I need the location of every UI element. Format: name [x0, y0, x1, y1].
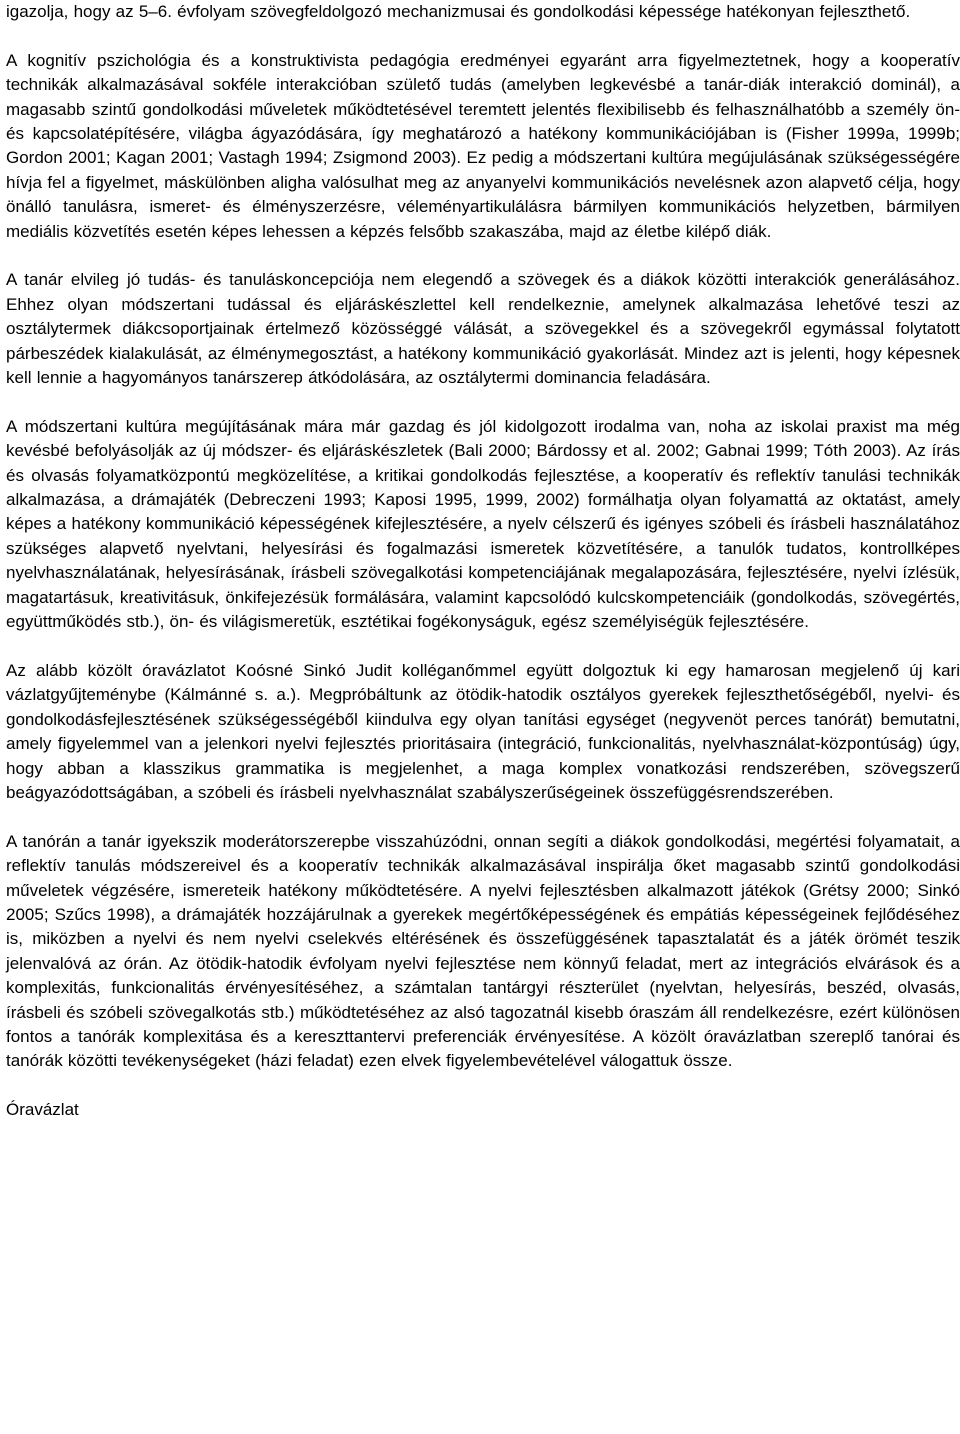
paragraph-2: A kognitív pszichológia és a konstruktivista pedagógia eredményei egyaránt arra figyelmeztetnek, hogy a kooperatív technikák alkalmazásával sokféle interakcióban születő tudás (amelyben legkevésbé a tanár-diák interakció dominál), a magasabb szintű gondolkodási műveletek működtetésével teremtett jelentés flexibilisebb és felhasználhatóbb a személy ön- és kapcsolatépítésére, világba ágyazódására, így meghatározó a hatékony kommunikációjában is (Fisher 1999a, 1999b; Gordon 2001; Kagan 2001; Vastagh 1994; Zsigmond 2003). Ez pedig a módszertani kultúra megújulásának szükségességére hívja fel a figyelmet, máskülönben aligha valósulhat meg az anyanyelvi kommunikációs nevelésnek azon alapvető célja, hogy önálló tanulásra, ismeret- és élményszerzésre, véleményartikulálásra bármilyen kommunikációs helyzetben, bármilyen mediális közvetítés esetén képes lehessen a képzés felsőbb szakaszába, majd az életbe kilépő diák. [6, 50, 960, 241]
paragraph-spacer [6, 24, 960, 48]
paragraph-spacer [6, 805, 960, 829]
paragraph-spacer [6, 1074, 960, 1098]
paragraph-6: A tanórán a tanár igyekszik moderátorszerepbe visszahúzódni, onnan segíti a diákok gondolkodási, megértési folyamatait, a reflektív tanulás módszereivel és a kooperatív technikák alkalmazásával inspirálja őket magasabb szintű gondolkodási műveletek végzésére, ismereteik hatékony működtetésére. A nyelvi fejlesztésben alkalmazott játékok (Grétsy 2000; Sinkó 2005; Szűcs 1998), a drámajáték hozzájárulnak a gyerekek megértőképességének és empátiás képességeinek fejlődéséhez is, miközben a nyelvi és nem nyelvi cselekvés eltérésének és összefüggésének tapasztalatát és a játék örömét teszik jelenvalóvá az órán. Az ötödik-hatodik évfolyam nyelvi fejlesztése nem könnyű feladat, mert az integrációs elvárások és a komplexitás, funkcionalitás érvényesítéséhez, a számtalan tantárgyi részterület (nyelvtan, helyesírás, beszéd, olvasás, írásbeli és szóbeli szövegalkotás stb.) működtetéséhez az alsó tagozatnál kisebb óraszám áll rendelkezésre, ezért különösen fontos a tanórák komplexitása és a kereszttantervi preferenciák érvényesítése. A közölt óravázlatban szereplő tanórai és tanórák közötti tevékenységeket (házi feladat) ezen elvek figyelembevételével válogattuk össze. [6, 831, 960, 1071]
paragraph-spacer [6, 244, 960, 268]
paragraph-5: Az alább közölt óravázlatot Koósné Sinkó Judit kolléganőmmel együtt dolgoztuk ki egy hamarosan megjelenő új kari vázlatgyűjteménybe (Kálmánné s. a.). Megpróbáltunk az ötödik-hatodik osztályos gyerekek fejleszthetőségéből, nyelvi- és gondolkodásfejlesztésének szükségességéből kiindulva egy olyan tanítási egységet (negyvenöt perces tanórát) bemutatni, amely figyelemmel van a jelenkori nyelvi fejlesztés prioritásaira (integráció, funkcionalitás, nyelvhasználat-központúság) úgy, hogy abban a klasszikus grammatika is megjelenhet, a maga komplex vonatkozási rendszerében, szövegszerű beágyazódottságában, a szóbeli és írásbeli nyelvhasználat szabályszerűségeinek összefüggésrendszerében. [6, 660, 960, 802]
paragraph-4: A módszertani kultúra megújításának mára már gazdag és jól kidolgozott irodalma van, noha az iskolai praxist ma még kevésbé befolyásolják az új módszer- és eljáráskészletek (Bali 2000; Bárdossy et al. 2002; Gabnai 1999; Tóth 2003). Az írás és olvasás folyamatközpontú megközelítése, a kritikai gondolkodás fejlesztése, a kooperatív és reflektív tanulási technikák alkalmazása, a drámajáték (Debreczeni 1993; Kaposi 1995, 1999, 2002) formálhatja olyan folyamattá az oktatást, amely képes a hatékony kommunikáció képességének kifejlesztésére, a nyelv célszerű és igényes szóbeli és írásbeli használatához szükséges alapvető nyelvtani, helyesírási és fogalmazási ismeretek közvetítésére, a tanulók tudatos, kontrollképes nyelvhasználatának, helyesírásának, írásbeli szövegalkotási kompetenciájának megalapozására, fejlesztésére, nyelvi ízlésük, magatartásuk, kreativitásuk, önkifejezésük formálására, valamint kapcsolódó kulcskompetenciáik (gondolkodás, szövegértés, együttműködés stb.), ön- és világismeretük, esztétikai fogékonyságuk, egész személyiségük fejlesztésére. [6, 416, 960, 632]
paragraph-3: A tanár elvileg jó tudás- és tanuláskoncepciója nem elegendő a szövegek és a diákok közötti interakciók generálásához. Ehhez olyan módszertani tudással és eljáráskészlettel kell rendelkeznie, amelynek alkalmazása lehetővé teszi az osztálytermek diákcsoportjainak értelmező közösséggé válását, a szövegekkel és a szövegekről egymással folytatott párbeszédek kialakulását, az élménymegosztást, a hatékony kommunikáció gyakorlását. Mindez azt is jelenti, hogy képesnek kell lennie a hagyományos tanárszerep átkódolására, az osztálytermi dominancia feladására. [6, 270, 960, 388]
document-page [6, 0, 960, 1123]
paragraph-1: igazolja, hogy az 5–6. évfolyam szövegfeldolgozó mechanizmusai és gondolkodási képessége hatékonyan fejleszthető. [6, 2, 911, 21]
paragraph-spacer [6, 390, 960, 414]
section-heading: Óravázlat [6, 1100, 79, 1120]
paragraph-spacer [6, 635, 960, 659]
